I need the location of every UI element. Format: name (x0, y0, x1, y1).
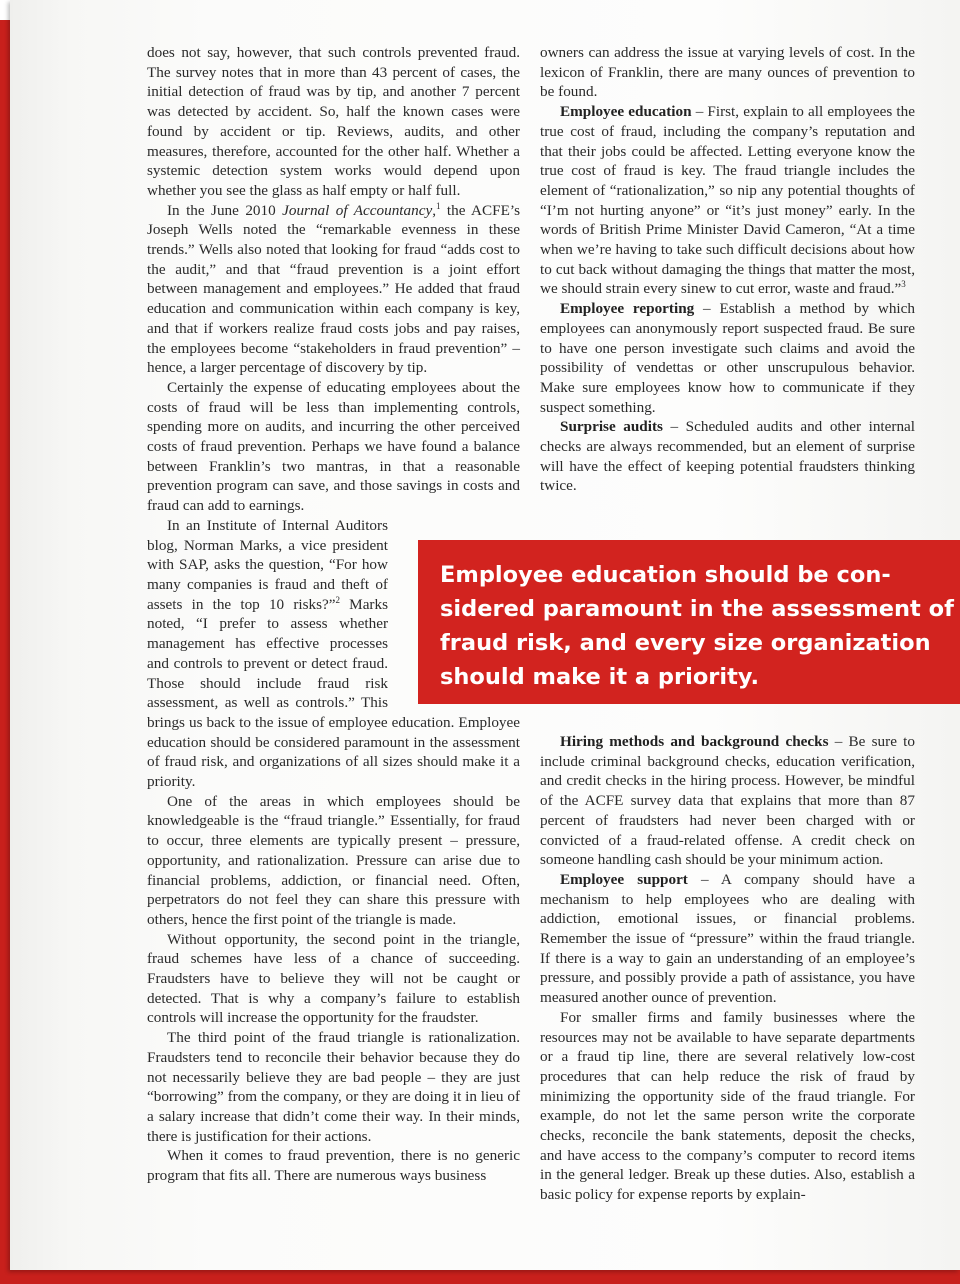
text-run: the ACFE’s Joseph Wells noted the “remarkable evenness in these trends.” Wells also noted that looking for fraud “adds cost to the audit,” and that “fraud prevention is a joint effort between management and employees.” He added that fraud education and communication within each company is key, and that if workers realize fraud costs jobs and pay raises, the employees become “stakeholders in fraud prevention” – hence, a larger percentage of discovery by tip. (147, 201, 520, 377)
subhead-employee-education: Employee education (560, 103, 692, 121)
subhead-employee-support: Employee support (560, 870, 688, 888)
text-run: – Establish a method by which employees can anonymously report suspected fraud. Be sure to have one person investigate such claims and avoid the possibility of vendettas or other unscrupulous behavior. Make sure employees know how to communicate if they suspect something. (540, 300, 915, 416)
right-paragraph-7: For smaller firms and family businesses where the resources may not be available to have separate departments or a fraud tip line, there are several relatively low-cost procedures that can help reduce the risk of fraud by minimizing the opportunity side of the fraud triangle. For example, do not let the same person write the corporate checks, reconcile the bank statements, deposit the checks, and have access to the company’s computer to record items in the general ledger. Break up these duties. Also, establish a basic policy for expense reports by explain- (540, 1008, 915, 1204)
left-paragraph-1: does not say, however, that such controls prevented fraud. The survey notes that in more than 43 percent of cases, the initial detection of fraud was by tip, and another 7 percent was detected by accident. So, half the known cases were found by accident or tip. Reviews, audits, and other measures, therefore, accounted for the other half. Whether a systemic detection system works would depend upon whether you see the glass as half empty or half full. (147, 44, 520, 199)
pull-quote-line-2: sidered paramount in the assessment of (440, 596, 954, 622)
text-run: In an Institute of Internal Auditors blog, Norman Marks, a vice president with SAP, asks the question, “For how many companies is fraud and theft of assets in the top 10 risks?” (147, 516, 388, 613)
text-run: – First, explain to all employees the true cost of fraud, including the company’s reputation and that their jobs could be affected. Letting everyone know the true cost of fraud is key. The fraud triangle includes the element of “rationalization,” so nip any potential thoughts of “I’m not hurting anyone” or “it’s just money” early. In the words of British Prime Minister David Cameron, “At a time when we’re having to take such difficult decisions about how to cut back without damaging the things that matter the most, we should strain every sinew to cut error, waste and fraud.” (540, 103, 915, 298)
text-run: – Scheduled audits and other internal checks are always recommended, but an element of surprise will have the effect of keeping potential fraudsters thinking twice. (540, 418, 915, 495)
pull-quote-line-4: should make it a priority. (440, 664, 760, 690)
footnote-ref-3: 3 (901, 279, 906, 290)
right-paragraph-3 (540, 299, 915, 417)
right-column-top (540, 43, 915, 496)
footnote-ref-1: 1 (435, 200, 441, 211)
footnote-ref-2: 2 (335, 594, 340, 605)
right-paragraph-5 (540, 732, 915, 870)
right-paragraph-1: owners can address the issue at varying levels of cost. In the lexicon of Franklin, there are many ounces of prevention to be found. (540, 44, 915, 101)
pull-quote-line-1: Employee education should be con- (440, 562, 891, 588)
text-run: Marks noted, “I prefer to assess whether management has effective processes and controls to prevent or detect fraud. Those should include fraud risk assessment, as well as controls.” This brings us back to the issue of employee education. Employee education should be considered paramount in the assessment of fraud risk, and organizations of all sizes should make it a priority. (147, 595, 520, 791)
text-run: – A company should have a mechanism to help employees who are dealing with addiction, emotional issues, or financial problems. Remember the issue of “pressure” within the fraud triangle. If there is a way to gain an understanding of an employee’s pressure, and possibly provide a path of assistance, you have measured another ounce of prevention. (540, 870, 915, 1007)
text-run: In the June 2010 (167, 201, 283, 219)
pull-quote-line-3: fraud risk, and every size organization (440, 630, 931, 656)
left-paragraph-3: Certainly the expense of educating employees about the costs of fraud will be less than implementing controls, spending more on audits, and incurring the other perceived costs of fraud prevention. Perhaps we have found a balance between Franklin’s two mantras, in that a reasonable prevention program can save, and those savings in costs and fraud can add to earnings. (147, 378, 520, 515)
left-paragraph-7: The third point of the fraud triangle is rationalization. Fraudsters tend to reconcile their behavior because they do not necessarily believe they are bad people – they are just “borrowing” from the company, or they are doing it in lieu of a salary increase that didn’t come their way. In their minds, there is justification for their actions. (147, 1029, 520, 1145)
left-paragraph-5: One of the areas in which employees should be knowledgeable is the “fraud triangle.” Essentially, for fraud to occur, three elements are typically present – pressure, opportunity, and rationalization. Pressure can arise due to financial problems, addiction, or financial need. Often, perpetrators do not feel they can share this pressure with others, hence the first point of the triangle is made. (147, 792, 520, 928)
left-paragraph-6: Without opportunity, the second point in the triangle, fraud schemes have less of a chance of succeeding. Fraudsters have to believe they will not be caught or detected. That is why a company’s failure to establish controls will increase the opportunity for the fraudster. (147, 930, 520, 1027)
subhead-hiring-methods: Hiring methods and background checks (560, 733, 829, 750)
journal-title: Journal of Accountancy (282, 201, 433, 219)
left-paragraph-2: In the June 2010 Journal of Accountancy,$^1$ the ACFE’s Joseph Wells noted the “remarkable evenness in these trends.” Wells also noted that looking for fraud “adds cost to the audit,” and that “fraud prevention is a joint effort between management and employees.” He added that fraud education and communication within each company is key, and that if workers realize fraud costs jobs and pay raises, the employees become “stakeholders in fraud prevention” – hence, a larger percentage of discovery by tip. (147, 200, 520, 377)
right-paragraph-4 (540, 417, 915, 496)
right-paragraph-2 (540, 102, 915, 299)
subhead-employee-reporting: Employee reporting (560, 300, 695, 318)
text-run: – Be sure to include criminal background checks, education verification, and credit checks in the hiring process. However, be mindful of the ACFE survey data that explains that more than 87 percent of fraudsters had never been charged with or convicted of a fraud-related offense. A credit check on someone handling cash should be your minimum action. (540, 733, 915, 869)
pull-quote (418, 540, 960, 704)
right-paragraph-6 (540, 870, 915, 1008)
right-column-bottom (540, 732, 915, 1205)
subhead-surprise-audits: Surprise audits (560, 418, 663, 436)
left-paragraph-8: When it comes to fraud prevention, there is no generic program that fits all. There are numerous ways business (147, 1147, 520, 1185)
